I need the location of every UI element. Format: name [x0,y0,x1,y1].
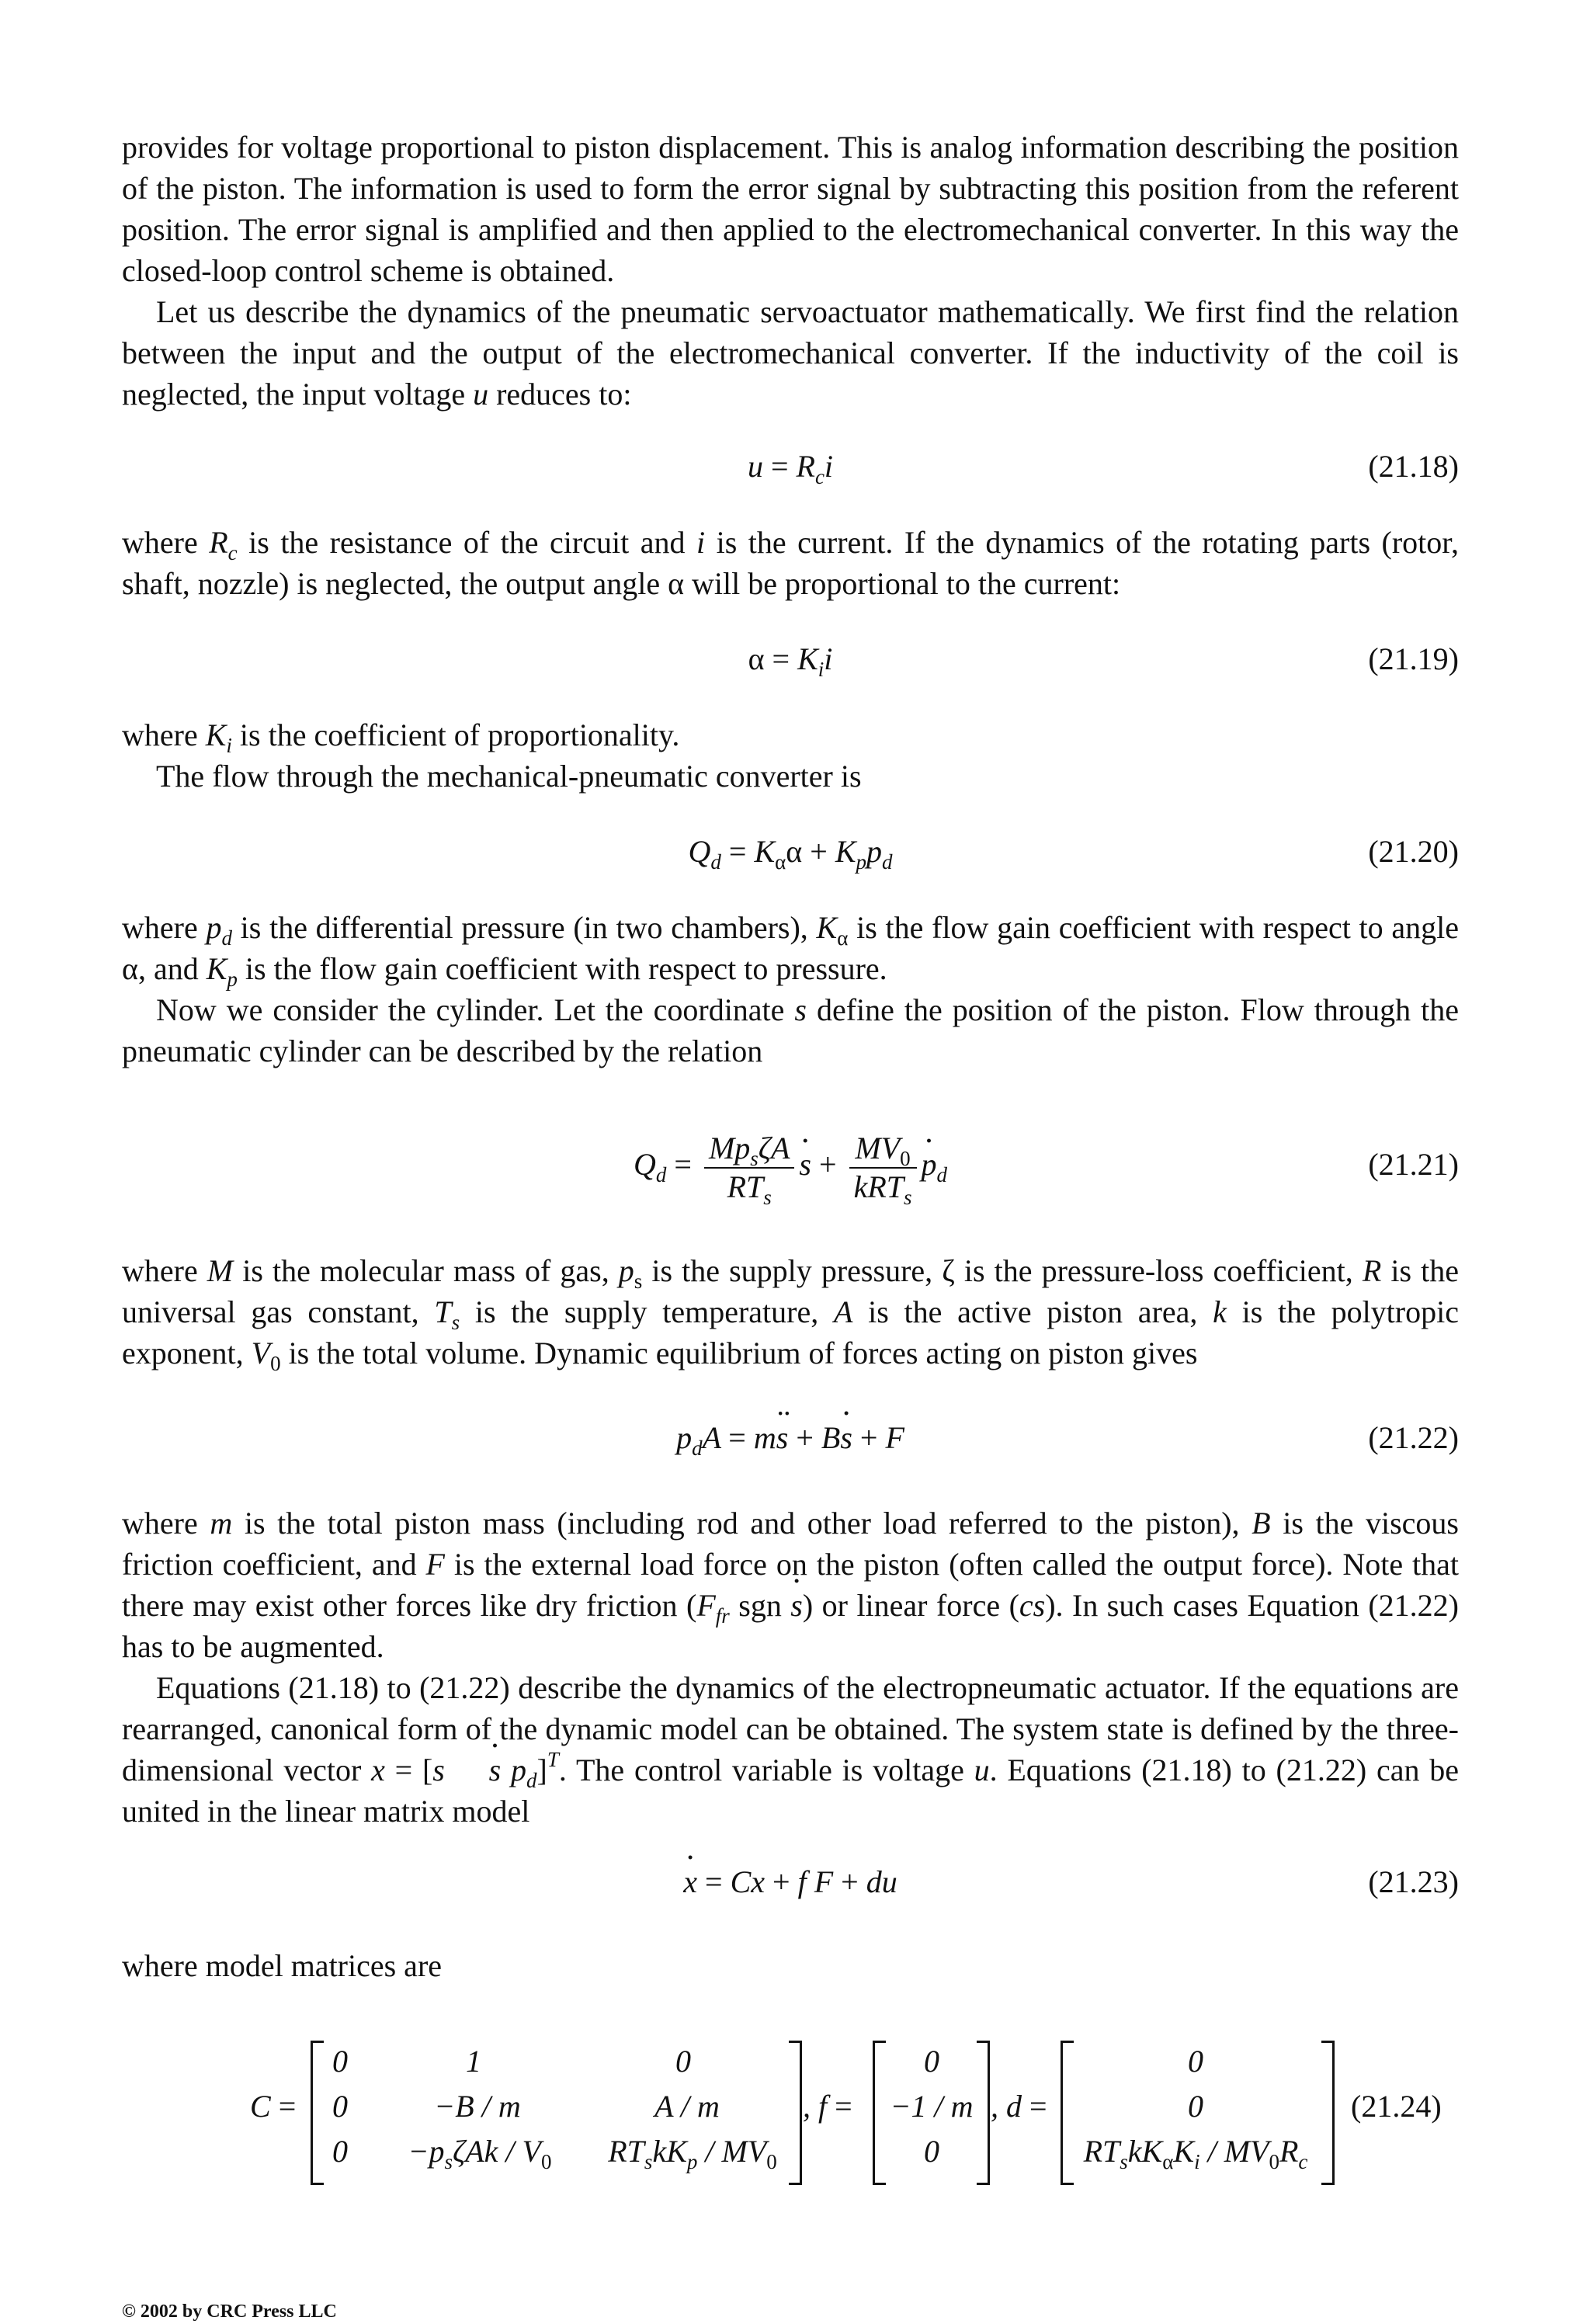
paragraph-9: where m is the total piston mass (including rod and other load referred to the piston), B is the viscous friction coefficient, and F is the external load force on the piston (often called the output force). Note that there may exist other forces like dry friction ($F_{fr}$ sgn s ·) or linear force (cs). In such cases Equation (21.22) has to be augmented. [122,1502,1459,1667]
text-block-4 [122,714,1459,797]
fraction-1: $\frac{Mp_s\zeta A}{RT_s}$ [704,1130,794,1206]
equation-formula: $p_dA$ = ms ·· + Bs · + F [122,1417,1459,1458]
text-block-9 [122,1502,1459,1832]
fraction-2: $\frac{MV_0}{kRT_s}$ [849,1130,917,1206]
equation-number: (21.20) [1368,834,1459,869]
equation-number: (21.24) [1351,2089,1442,2124]
paragraph-8: where M is the molecular mass of gas, $p_s$ is the supply pressure, ζ is the pressure-loss coefficient, R is the universal gas constant, $T_s$ is the supply temperature, A is the active piston area, k is the polytropic exponent, $V_0$ is the total volume. Dynamic equilibrium of forces acting on piston gives [122,1253,1460,1375]
bracket-left-c [311,2041,324,2185]
bracket-right-f [977,2041,990,2185]
equation-21-23 [122,1861,1459,1908]
equation-formula: $Q_d = K_\alpha\alpha + K_pp_d$ [688,834,893,874]
equation-number: (21.18) [1368,449,1459,484]
text-block-6 [122,907,1459,1072]
paragraph-7: Now we consider the cylinder. Let the coordinate s define the position of the piston. Flow through the pneumatic cylinder can be described by the relation [122,992,1459,1068]
paragraph-2: Let us describe the dynamics of the pneumatic servoactuator mathematically. We first find the relation between the input and the output of the electromechanical converter. If the inductivity of the coil is neglected, the input voltage u reduces to: [122,294,1459,412]
copyright-footer: © 2002 by CRC Press LLC [122,2301,337,2322]
equation-number: (21.23) [1368,1864,1459,1899]
equation-21-24: C = 0 1 0 0 −B / m A / m 0 $-p_s\zeta Ak / V_0$ $RT_skK_p / MV_0$ , f = 0 −1 / m 0 , d = 0 0 $RT_skK_\alpha K_i / MV_0R_c$ (21.24) [0,2034,1590,2190]
paragraph-4: where $K_i$ is the coefficient of proportionality. [122,717,680,757]
text-block-3 [122,522,1459,604]
equation-number: (21.21) [1368,1147,1459,1182]
bracket-right-d [1321,2041,1335,2185]
paragraph-6: where $p_d$ is the differential pressure (in two chambers), $K_\alpha$ is the flow gain coefficient with respect to angle α, and $K_p$ is the flow gain coefficient with respect to pressure. [122,910,1460,991]
equation-formula: $Q_d$ = $\frac{Mp_s\zeta A}{RT_s}$ s · + $\frac{MV_0}{kRT_s}$ $p \cdot_d$ [122,1114,1459,1215]
text-block-8 [122,1250,1459,1374]
bracket-right-c [789,2041,802,2185]
matrix-lhs-c: C = [250,2089,297,2124]
equation-number: (21.22) [1368,1420,1459,1455]
equation-21-20 [122,831,1459,877]
bracket-left-f [873,2041,886,2185]
equation-21-21 [122,1114,1459,1215]
equation-formula: $\alpha = K_ii$ [748,641,833,681]
paragraph-10: Equations (21.18) to (21.22) describe the dynamics of the electropneumatic actuator. If the equations are rearranged, canonical form of the dynamic model can be obtained. The system state is defined by the three-dimensional vector x = [s $s \cdot p_d]^T$. The control variable is voltage u. Equations (21.18) to (21.22) can be united in the linear matrix model [122,1667,1459,1832]
equation-21-22 [122,1417,1459,1464]
text-block-11 [122,1945,1459,1986]
equation-formula: $u = R_ci$ [747,449,834,488]
paragraph-1: provides for voltage proportional to piston displacement. This is analog information describing the position of the piston. The information is used to form the error signal by subtracting this position from the referent position. The error signal is amplified and then applied to the electromechanical converter. In this way the closed-loop control scheme is obtained. [122,130,1459,288]
equation-formula: x · = Cx + f F + du [122,1861,1459,1902]
paragraph-11: where model matrices are [122,1948,443,1983]
equation-21-19 [122,638,1459,685]
paragraph-3: where $R_c$ is the resistance of the circuit and i is the current. If the dynamics of the rotating parts (rotor, shaft, nozzle) is neglected, the output angle α will be proportional to the current: [122,525,1459,601]
paragraph-5: The flow through the mechanical-pneumatic converter is [156,759,862,794]
text-block-intro [122,127,1459,415]
equation-21-18 [122,446,1459,492]
equation-number: (21.19) [1368,641,1459,676]
